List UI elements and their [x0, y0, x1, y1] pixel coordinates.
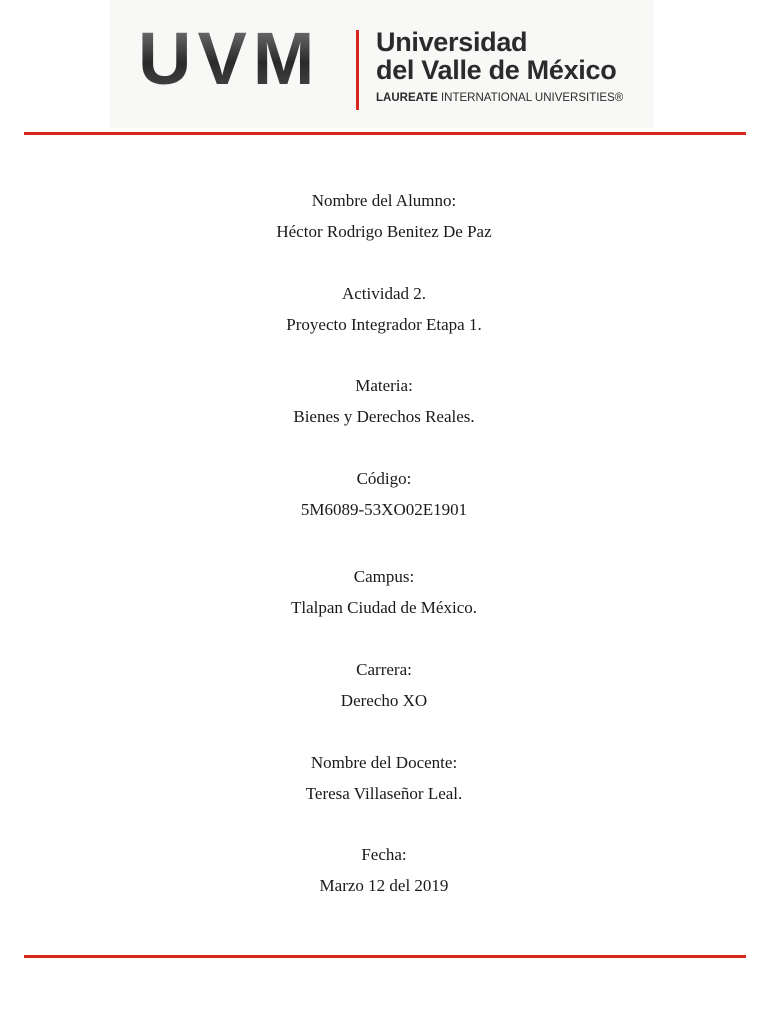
field-value: Proyecto Integrador Etapa 1. [286, 315, 482, 334]
university-name-line1: Universidad [376, 27, 528, 57]
field-label: Carrera: [356, 660, 412, 679]
logo-divider [356, 30, 359, 110]
university-name-line2: del Valle de México [376, 55, 617, 85]
field-value: Derecho XO [340, 691, 428, 710]
bottom-red-rule [24, 955, 746, 958]
field-career [0, 654, 768, 716]
field-label: Fecha: [361, 845, 407, 864]
field-date [0, 839, 768, 901]
field-student-name [0, 185, 768, 247]
field-value: Tlalpan Ciudad de México. [290, 598, 477, 617]
field-value: Bienes y Derechos Reales. [293, 407, 475, 426]
laureate-rest: INTERNATIONAL UNIVERSITIES® [437, 92, 624, 104]
field-subject [0, 370, 768, 432]
field-label: Nombre del Docente: [310, 753, 458, 772]
field-label: Actividad 2. [341, 284, 427, 303]
field-teacher [0, 747, 768, 809]
field-label: Código: [356, 469, 412, 488]
field-value: 5M6089-53XO02E1901 [300, 500, 468, 519]
field-label: Materia: [355, 376, 413, 395]
field-label: Campus: [353, 567, 415, 586]
field-code [0, 463, 768, 525]
field-activity [0, 278, 768, 340]
top-red-rule [24, 132, 746, 135]
laureate-bold: LAUREATE [376, 92, 438, 104]
university-logo [110, 0, 654, 128]
field-label: Nombre del Alumno: [311, 191, 457, 210]
uvm-logo-mark: UVM [138, 17, 321, 100]
field-value: Marzo 12 del 2019 [319, 876, 449, 895]
laureate-tagline [376, 92, 623, 104]
university-name [376, 28, 616, 84]
field-value: Héctor Rodrigo Benitez De Paz [276, 222, 492, 241]
field-value: Teresa Villaseñor Leal. [305, 784, 463, 803]
field-campus [0, 561, 768, 623]
